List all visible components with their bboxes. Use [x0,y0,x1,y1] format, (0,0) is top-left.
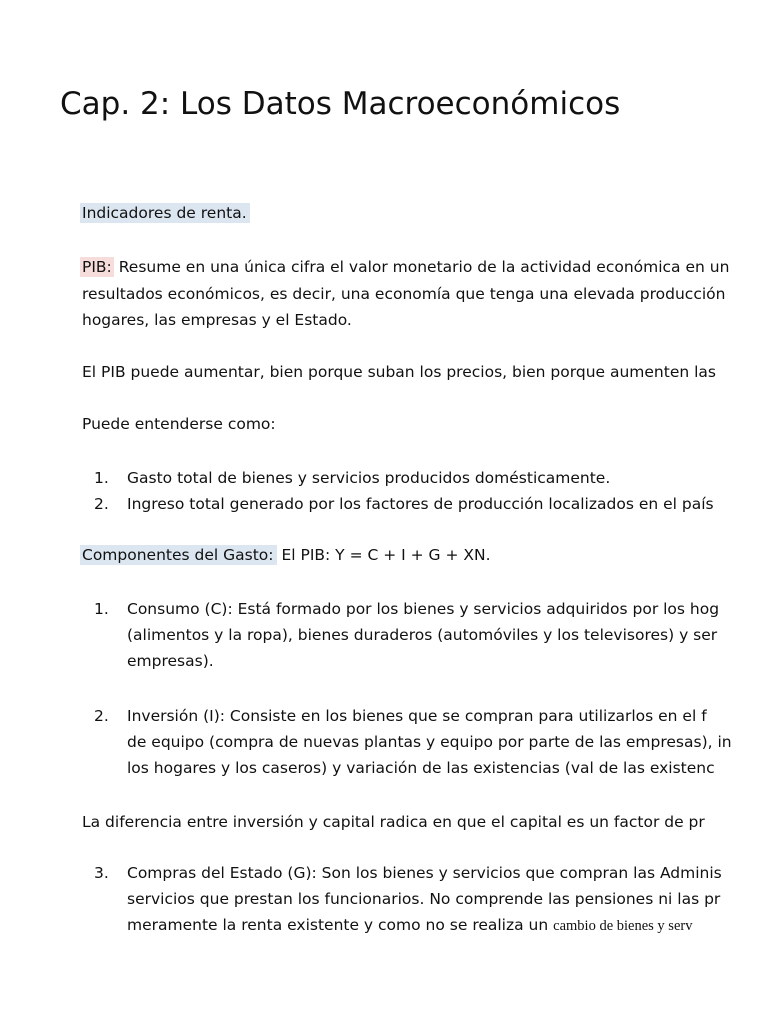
list1-item1-number: 1. [94,469,109,487]
list1-item1-text: Gasto total de bienes y servicios producidos domésticamente. [127,469,611,487]
pib-paragraph-line-3: hogares, las empresas y el Estado. [82,311,352,329]
compras-line-3-main: meramente la renta existente y como no se realiza un [127,916,554,934]
pib-paragraph-line-1 [82,256,729,278]
inversion-line-1: Inversión (I): Consiste en los bienes que se compran para utilizarlos en el f [127,707,707,725]
inversion-line-2: de equipo (compra de nuevas plantas y equipo por parte de las empresas), in [127,733,732,751]
compras-number: 3. [94,864,109,882]
compras-line-2: servicios que prestan los funcionarios. No comprende las pensiones ni las pr [127,890,721,908]
pib-text-1: Resume en una única cifra el valor monetario de la actividad económica en un [113,258,730,276]
list1-item2-text: Ingreso total generado por los factores de producción localizados en el país [127,495,714,513]
understood-as-paragraph: Puede entenderse como: [82,415,276,433]
page-title: Cap. 2: Los Datos Macroeconómicos [60,86,621,122]
components-line [82,544,491,566]
difference-paragraph: La diferencia entre inversión y capital radica en que el capital es un factor de pr [82,813,705,831]
section-heading-income [82,202,250,224]
consumo-line-1: Consumo (C): Está formado por los bienes y servicios adquiridos por los hog [127,600,720,618]
consumo-line-2: (alimentos y la ropa), bienes duraderos (automóviles y los televisores) y ser [127,626,718,644]
pib-paragraph-line-2: resultados económicos, es decir, una economía que tenga una elevada producción [82,285,726,303]
components-label: Componentes del Gasto: [80,545,277,565]
consumo-line-3: empresas). [127,652,214,670]
components-formula: El PIB: Y = C + I + G + XN. [276,546,491,564]
pib-label: PIB: [82,258,112,276]
pib-increase-paragraph: El PIB puede aumentar, bien porque suban los precios, bien porque aumenten las [82,363,717,381]
compras-line-3-tail: cambio de bienes y serv [553,918,693,934]
inversion-line-3: los hogares y los caseros) y variación de las existencias (val de las existenc [127,759,715,777]
compras-line-3 [127,914,692,936]
section-income-label: Indicadores de renta. [80,203,250,223]
compras-line-1: Compras del Estado (G): Son los bienes y servicios que compran las Adminis [127,864,722,882]
list1-item2-number: 2. [94,495,109,513]
consumo-number: 1. [94,600,109,618]
inversion-number: 2. [94,707,109,725]
